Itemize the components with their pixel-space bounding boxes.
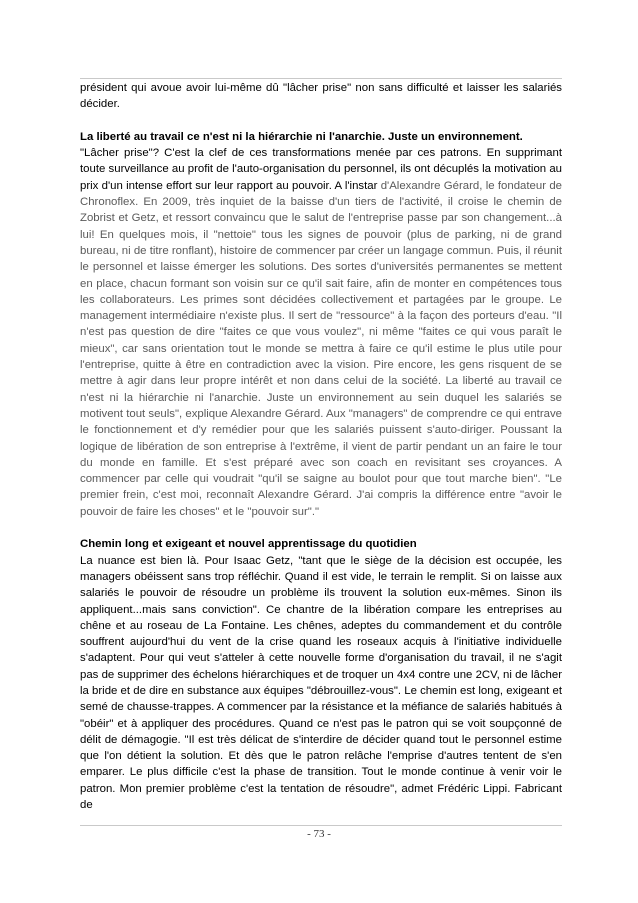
header-rule (80, 78, 562, 79)
page-content (80, 80, 562, 813)
section-heading-liberte: La liberté au travail ce n'est ni la hiérarchie ni l'anarchie. Juste un environnement. (80, 130, 523, 143)
section-paragraph-nuance: La nuance est bien là. Pour Isaac Getz, "tant que le siège de la décision est occupée, les managers obéissent sans trop réfléchir. Quand il est vide, le terrain le remplit. Si on laisse aux salariés le pouvoir de résoudre un problème ils trouvent la solution eux-mêmes. Sinon ils appliquent...mais sans conviction". Ce chantre de la libération compare les entreprises au chêne et au roseau de La Fontaine. Les chênes, adeptes du commandement et du contrôle souffrent aujourd'hui du vent de la crise quand les roseaux acquis à l'initiative individuelle s'adaptent. Pour qui veut s'atteler à cette nouvelle forme d'organisation du travail, il ne s'agit pas de supprimer des échelons hiérarchiques et de troquer un 4x4 contre une 2CV, ni de lâcher la bride et de dire en substance aux équipes "débrouillez-vous". Le chemin est long, exigeant et semé de chausse-trappes. A commencer par la résistance et la méfiance de salariés habitués à "obéir" et à appliquer des procédures. Quand ce n'est pas le patron qui se voit soupçonné de délit de démagogie. "Il est très délicat de s'interdire de décider quand tout le personnel estime que l'on détient la solution. Et dès que le patron relâche l'emprise d'autres tentent de s'en emparer. Le plus difficile c'est la phase de transition. Tout le monde continue à venir voir le patron. Mon premier problème c'est la tentation de résoudre", admet Frédéric Lippi. Fabricant de (80, 554, 562, 812)
paragraph-gap (80, 520, 562, 536)
section-paragraph-lacher-prise (80, 145, 562, 520)
footer-rule (80, 825, 562, 826)
paragraph-text-gray: d'Alexandre Gérard, le fondateur de Chronoflex. En 2009, très inquiet de la baisse d'un tiers de l'activité, il croise le chemin de Zobrist et Getz, et ressort convaincu que le salut de l'entreprise passe par son changement...à lui! En quelques mois, il "nettoie" tous les signes de pouvoir (plus de parking, ni de grand bureau, ni de titre ronflant), histoire de commencer par créer un langage commun. Puis, il réunit le personnel et laisse émerger les solutions. Des sortes d'universités permanentes se mettent en place, chacun formant son voisin sur ce qu'il sait faire, afin de monter en compétences tous les collaborateurs. Les primes sont décidées collectivement et partagées par le groupe. Le management intermédiaire n'existe plus. Il sert de "ressource" à la façon des porteurs d'eau. "Il n'est pas question de dire "faites ce que vous voulez", ni même "faites ce qui vous paraît le mieux", car sans orientation tout le monde se mettra à faire ce qu'il estime le plus utile pour l'entreprise, quitte à être en contradiction avec la vision. Pire encore, les gens risquent de se mettre à agir dans leur propre intérêt et non dans celui de la société. La liberté au travail ce n'est ni la hiérarchie ni l'anarchie. Juste un environnement au sein duquel les salariés se motivent tout seuls", explique Alexandre Gérard. Aux "managers" de comprendre ce qui entrave le fonctionnement et d'y remédier pour que les salariés puissent s'auto-diriger. Poussant la logique de libération de son entreprise à l'extrême, il vient de partir pendant un an faire le tour du monde en famille. Et s'est préparé avec son coach en revisitant ses croyances. A commencer par celle qui voudrait "qu'il se saigne au boulot pour que tout marche bien". "Le premier frein, c'est moi, reconnaît Alexandre Gérard. J'ai compris la différence entre "avoir le pouvoir de faire les choses" et le "pouvoir sur"." (80, 179, 562, 518)
intro-paragraph: président qui avoue avoir lui-même dû "lâcher prise" non sans difficulté et laisser les salariés décider. (80, 82, 562, 111)
page-number: - 73 - (307, 828, 331, 840)
paragraph-text: "Lâcher prise"? C'est la clef de ces transformations menée par ces patrons. En supprimant toute surveillance au profit de l'auto-organisation du personnel, ils ont décuplés la motivation au prix d'un intense effort sur leur rapport au pouvoir. A l'instar (80, 147, 562, 192)
paragraph-gap (80, 113, 562, 129)
section-heading-chemin-long: Chemin long et exigeant et nouvel apprentissage du quotidien (80, 538, 417, 551)
